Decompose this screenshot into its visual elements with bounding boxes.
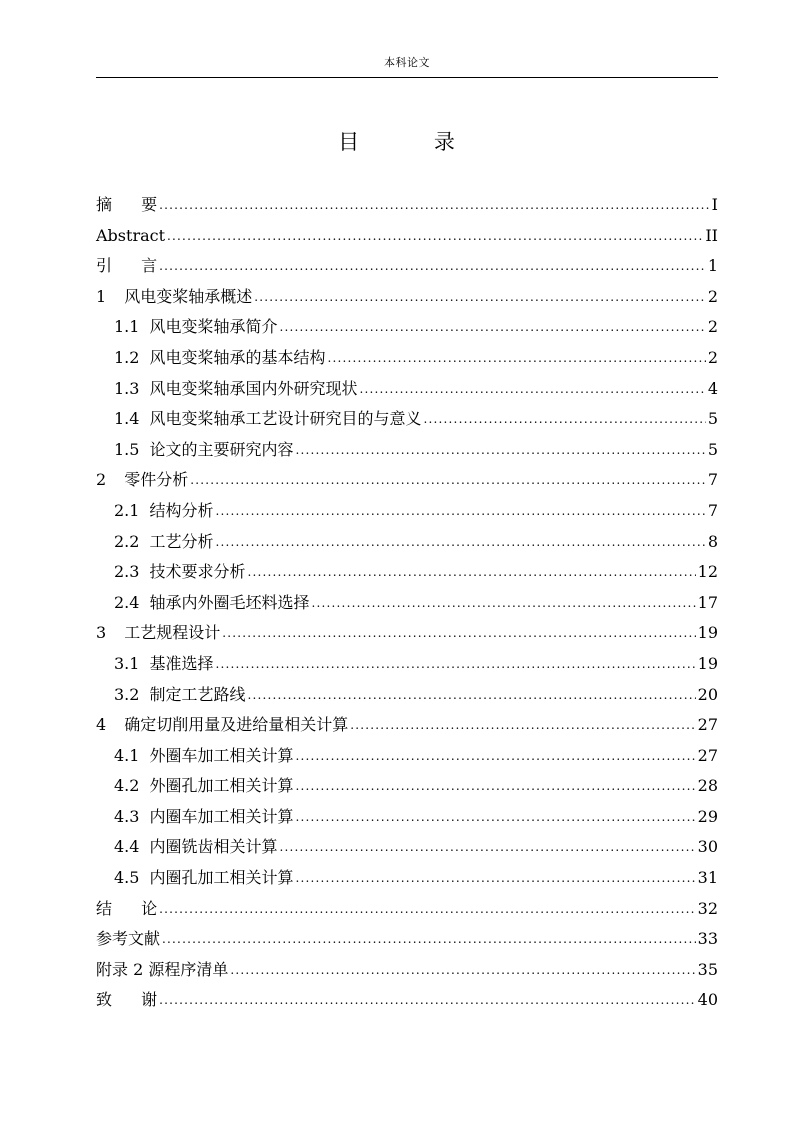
toc-entry-label [114, 343, 325, 374]
toc-entry[interactable] [96, 404, 718, 435]
dot-leader [159, 190, 710, 221]
toc-entry-page: II [705, 225, 718, 245]
toc-entry-number: 4.3 [114, 806, 140, 826]
toc-entry-page: 5 [707, 439, 718, 459]
toc-entry[interactable] [96, 374, 718, 405]
toc-entry-page: 5 [707, 409, 718, 429]
toc-entry[interactable] [96, 894, 718, 925]
toc-entry-page: 7 [707, 500, 718, 520]
toc-entry-page: 12 [697, 562, 718, 582]
toc-entry-label [96, 251, 157, 282]
toc-entry-text: 风电变桨轴承的基本结构 [149, 347, 326, 367]
dot-leader [295, 435, 705, 466]
toc-entry-page: 40 [697, 990, 718, 1010]
dot-leader [423, 404, 705, 435]
dot-leader [247, 680, 695, 711]
toc-entry-label [114, 741, 293, 772]
toc-entry-text: 外圈孔加工相关计算 [149, 776, 294, 796]
toc-entry[interactable] [96, 832, 718, 863]
toc-entry-number: 1.4 [114, 409, 140, 429]
dot-leader [162, 924, 696, 955]
toc-entry-text: 风电变桨轴承简介 [149, 317, 278, 337]
dot-leader [167, 221, 703, 252]
toc-entry-number: 4.5 [114, 868, 140, 888]
toc-entry-page: 17 [697, 592, 718, 612]
toc-entry-page: 33 [697, 929, 718, 949]
dot-leader [215, 527, 705, 558]
toc-entry-number: 2 [96, 470, 107, 490]
toc-title: 目 录 [338, 130, 489, 154]
toc-entry-text: 附录 2 源程序清单 [96, 959, 229, 979]
dot-leader [295, 741, 695, 772]
toc-entry-label [114, 832, 277, 863]
toc-entry-text: 确定切削用量及进给量相关计算 [124, 715, 349, 735]
toc-entry[interactable] [96, 741, 718, 772]
toc-entry-text: 致 谢 [96, 990, 158, 1010]
toc-entry-page: 20 [697, 684, 718, 704]
header-rule [96, 77, 718, 78]
toc-entry-label [96, 955, 228, 986]
toc-entry-page: 27 [697, 745, 718, 765]
toc-entry-text: 技术要求分析 [149, 562, 246, 582]
toc-entry-page: I [711, 195, 718, 214]
running-header: 本科论文 [384, 56, 430, 69]
toc-entry-page: 2 [707, 317, 718, 337]
toc-entry[interactable] [96, 955, 718, 986]
toc-entry-page: 19 [697, 653, 718, 673]
toc-entry[interactable] [96, 465, 718, 496]
dot-leader [159, 251, 706, 282]
dot-leader [311, 588, 695, 619]
toc-entry[interactable] [96, 710, 718, 741]
toc-entry-label [96, 282, 252, 313]
toc-entry-label [96, 710, 348, 741]
toc-entry-text: 结构分析 [149, 500, 214, 520]
toc-entry-number: 3 [96, 623, 107, 643]
toc-entry[interactable] [96, 802, 718, 833]
dot-leader [279, 832, 695, 863]
toc-entry-text: 工艺规程设计 [124, 623, 221, 643]
toc-entry-page: 8 [707, 531, 718, 551]
toc-entry-number: 1.2 [114, 347, 140, 367]
toc-entry[interactable] [96, 251, 718, 282]
toc-entry-page: 31 [697, 868, 718, 888]
toc-entry-label [114, 649, 213, 680]
toc-entry-label [114, 435, 293, 466]
toc-entry-label [96, 618, 220, 649]
dot-leader [295, 771, 695, 802]
toc-entry-label [114, 312, 277, 343]
toc-entry-page: 2 [707, 347, 718, 367]
toc-entry[interactable] [96, 924, 718, 955]
toc-entry-text: 零件分析 [124, 470, 189, 490]
toc-entry-text: 制定工艺路线 [149, 684, 246, 704]
toc-entry[interactable] [96, 435, 718, 466]
toc-entry[interactable] [96, 588, 718, 619]
toc-entry[interactable] [96, 527, 718, 558]
toc-entry-label [96, 465, 188, 496]
toc-entry-number: 1.5 [114, 439, 140, 459]
toc-entry-text: 基准选择 [149, 653, 214, 673]
toc-entry-page: 7 [707, 470, 718, 490]
toc-entry-number: 3.1 [114, 653, 140, 673]
toc-entry-page: 1 [707, 256, 718, 276]
toc-entry-text: 风电变桨轴承概述 [124, 286, 253, 306]
dot-leader [230, 955, 695, 986]
toc-entry-text: 轴承内外圈毛坯料选择 [149, 592, 310, 612]
toc-entry-number: 2.3 [114, 562, 140, 582]
toc-entry-text: 工艺分析 [149, 531, 214, 551]
toc-entry-number: 2.4 [114, 592, 140, 612]
dot-leader [295, 802, 695, 833]
toc-entry-text: 引 言 [96, 256, 158, 276]
table-of-contents [96, 190, 718, 1016]
toc-entry-page: 29 [697, 806, 718, 826]
dot-leader [215, 649, 695, 680]
toc-entry-number: 1.1 [114, 317, 140, 337]
dot-leader [279, 312, 705, 343]
toc-entry-page: 28 [697, 776, 718, 796]
toc-entry-page: 30 [697, 837, 718, 857]
toc-entry-page: 27 [697, 715, 718, 735]
toc-entry[interactable] [96, 863, 718, 894]
toc-entry-number: 3.2 [114, 684, 140, 704]
toc-entry-number: 4 [96, 715, 107, 735]
toc-entry[interactable] [96, 649, 718, 680]
toc-entry-label [114, 404, 421, 435]
toc-entry[interactable] [96, 771, 718, 802]
toc-entry[interactable] [96, 985, 718, 1016]
toc-entry-number: 2.2 [114, 531, 140, 551]
dot-leader [254, 282, 706, 313]
dot-leader [359, 374, 705, 405]
toc-entry-text: 风电变桨轴承工艺设计研究目的与意义 [149, 409, 422, 429]
toc-entry-label [114, 802, 293, 833]
dot-leader [295, 863, 695, 894]
toc-entry-label [96, 985, 157, 1016]
toc-entry-label [96, 924, 160, 955]
toc-entry-label [114, 557, 245, 588]
toc-entry-label [114, 496, 213, 527]
toc-entry-text: 结 论 [96, 898, 158, 918]
toc-entry-text: 内圈车加工相关计算 [149, 806, 294, 826]
toc-entry-number: 2.1 [114, 500, 140, 520]
toc-entry[interactable] [96, 190, 718, 221]
toc-entry-label [114, 374, 357, 405]
dot-leader [327, 343, 705, 374]
toc-entry[interactable] [96, 680, 718, 711]
toc-entry-page: 4 [707, 378, 718, 398]
toc-entry-label [96, 894, 157, 925]
dot-leader [247, 557, 695, 588]
toc-entry-label [114, 771, 293, 802]
toc-entry-label [114, 588, 309, 619]
toc-entry-label [114, 527, 213, 558]
toc-entry-number: 4.1 [114, 745, 140, 765]
toc-entry-number: 1 [96, 286, 107, 306]
dot-leader [159, 894, 696, 925]
toc-entry-number: 4.4 [114, 837, 140, 857]
toc-entry[interactable] [96, 312, 718, 343]
toc-entry-page: 19 [697, 623, 718, 643]
toc-entry-label [114, 863, 293, 894]
toc-entry-label [96, 221, 165, 252]
toc-entry[interactable] [96, 557, 718, 588]
toc-entry-page: 32 [697, 898, 718, 918]
toc-entry-text: 参考文献 [96, 929, 161, 949]
toc-entry-text: 摘 要 [96, 195, 158, 214]
toc-entry-text: 风电变桨轴承国内外研究现状 [149, 378, 358, 398]
dot-leader [190, 465, 706, 496]
dot-leader [350, 710, 695, 741]
toc-entry[interactable] [96, 343, 718, 374]
toc-entry-number: 4.2 [114, 776, 140, 796]
toc-entry-number: 1.3 [114, 378, 140, 398]
toc-entry-text: 内圈铣齿相关计算 [149, 837, 278, 857]
toc-entry-label [114, 680, 245, 711]
toc-entry-label [96, 190, 157, 221]
toc-entry-page: 2 [707, 286, 718, 306]
toc-entry-page: 35 [697, 959, 718, 979]
dot-leader [159, 985, 696, 1016]
toc-entry-text: 内圈孔加工相关计算 [149, 868, 294, 888]
toc-entry-text: 论文的主要研究内容 [149, 439, 294, 459]
dot-leader [215, 496, 705, 527]
toc-entry[interactable] [96, 618, 718, 649]
toc-entry[interactable] [96, 282, 718, 313]
toc-entry[interactable] [96, 496, 718, 527]
toc-entry-text: Abstract [96, 225, 166, 245]
toc-entry[interactable] [96, 221, 718, 252]
toc-entry-text: 外圈车加工相关计算 [149, 745, 294, 765]
dot-leader [222, 618, 695, 649]
